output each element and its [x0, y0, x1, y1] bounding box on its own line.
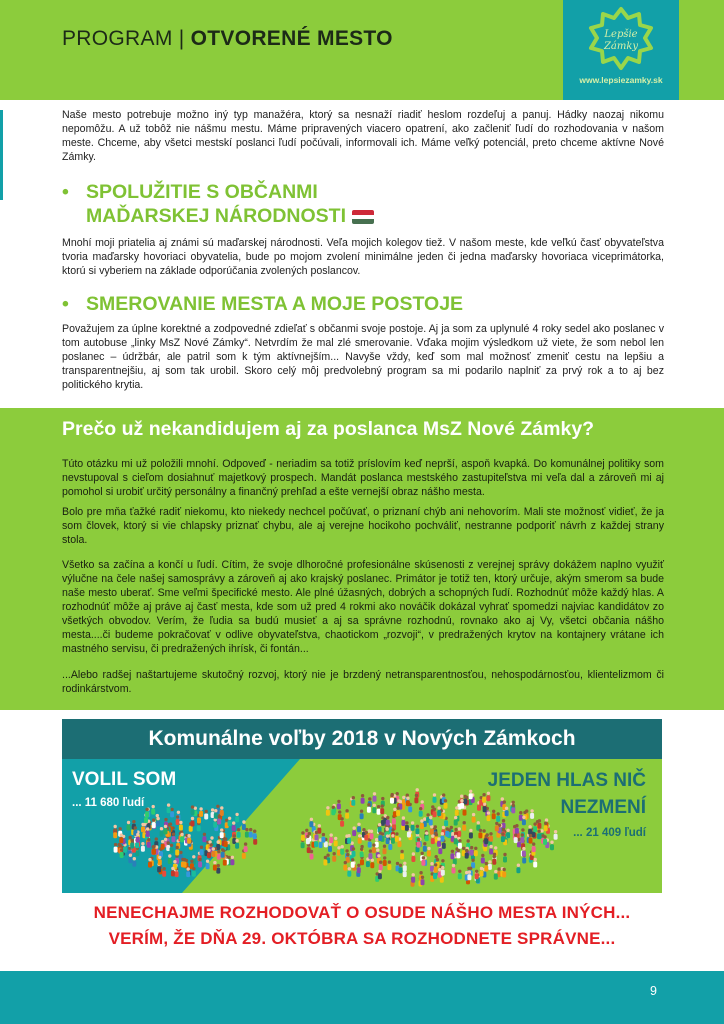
slogan-line-2: VERÍM, ŽE DŇA 29. OKTÓBRA SA ROZHODNETE SPRÁVNE... [108, 929, 616, 948]
small-crowd-icon [113, 803, 257, 877]
section-heading-text: SMEROVANIE MESTA A MOJE POSTOJE [86, 293, 464, 315]
why-paragraph-1: Túto otázku mi už položili mnohí. Odpoveď - neriadim sa totiž príslovím keď neprší, aspoň kvapká. Do komunálnej politiky som nevstupoval s cieľom dosiahnuť majetkový prospech. Mandát poslanca mestského zastupiteľstva mi veľa dal a zároveň mi aj pomohol si urobiť určitý personálny a finančný prehľad a ešte vernejší obraz nášho mesta. [62, 458, 664, 498]
coexistence-paragraph: Mnohí moji priatelia aj známi sú maďarskej národnosti. Veľa mojich kolegov tiež. V našom meste, kde veľkú časť obyvateľstva tvoria maďarsky hovoriaci obyvatelia, bude po mojom zvolení minimálne jeden či jedna maďarsky hovoriaca viceprimátorka, ktorú si vyberiem na základe odporúčania zvolených poslancov. [62, 237, 664, 277]
bullet-icon: • [62, 181, 69, 203]
why-heading: Prečo už nekandidujem aj za poslanca MsZ Nové Zámky? [62, 418, 595, 440]
no-matter-line1: JEDEN HLAS NIČ [487, 770, 646, 791]
page-title [62, 27, 393, 51]
voted-count: ... 11 680 ľudí [72, 797, 145, 809]
section-name: PROGRAM [62, 27, 173, 50]
page-number: 9 [650, 984, 657, 998]
title-separator: | [172, 27, 191, 50]
bullet-icon: • [62, 293, 69, 315]
voted-label: VOLIL SOM [72, 769, 177, 790]
no-matter-label [446, 767, 646, 821]
why-paragraph-3: Všetko sa začína a končí u ľudí. Cítim, že svoje dlhoročné profesionálne skúsenosti z verejnej správy dokážem naplno využiť výlučne na čele našej samosprávy a zároveň aj ako krajský poslanec. Primátor je totiž ten, ktorý určuje, akým smerom sa bude naše mesto uberať. Sme veľmi špecifické mesto. Ale plné úžasných, dobrých a schopných ľudí. Rozhodnúť môže každý hlas. A rozhodnúť môže aj práve aj časť mesta, kde som už pred 4 rokmi ako nováčik dokázal vyhrať spomedzi najviac kandidátov zo všetkých obvodov. Verím, že ľudia sa budú musieť a aj sa správne rozhodnú, rovnako ako aj Vy, všetci občania nášho mesta....či budeme pokračovať v odlive obyvateľstva, chaotickom „rozvoji“, v predražených krytov na kontajnery vrátane ich mastného servisu, či predražených ihrísk, či fontán... [62, 559, 664, 655]
section-heading-line1: SPOLUŽITIE S OBČANMI [86, 181, 318, 203]
why-paragraph-2: Bolo pre mňa ťažké radiť niekomu, kto niekedy nechcel počúvať, o priznaní chýb ani nehovorím. Mali ste možnosť vidieť, že ja som človek, ktorý si vie chlapsky priznať chybu, ale aj verejne hocikoho pochváliť, nestranne podporiť návrh z každej strany stola. [62, 506, 664, 546]
section-heading-direction [62, 292, 463, 316]
section-heading-coexistence [62, 180, 374, 228]
no-matter-line2: NEZMENÍ [560, 797, 646, 818]
logo [563, 0, 679, 100]
direction-paragraph: Považujem za úplne korektné a zodpovedné zdieľať s občanmi svoje postoje. Aj ja som za uplynulé 4 roky sedel ako poslanec v tom autobuse „linky MsZ Nové Zámky“. Netvrdím že mal zlé smerovanie. Vďaka mojim výsledkom už viete, že som nebol len poslanec – údržbár, ale patril som k tým aktívnejším... Navyše vždy, keď som mal možnosť zmeniť cestu na lepšiu a transparentnejšiu, aj som tak urobil. Skoro celý môj predvolebný program sa mi podarilo naplniť za prvý rok a to aj bez politického krytia. [62, 323, 664, 391]
gear-logo-icon [585, 6, 657, 72]
hungarian-flag-icon [352, 210, 374, 224]
section-title: OTVORENÉ MESTO [190, 27, 393, 50]
page-footer [0, 971, 724, 1024]
logo-text-line1: Lepšie [604, 29, 638, 40]
logo-text-line2: Zámky [603, 41, 639, 52]
section-heading-line2: MAĎARSKEJ NÁRODNOSTI [86, 205, 347, 227]
slogan-line-1: NENECHAJME ROZHODOVAŤ O OSUDE NÁŠHO MESTA INÝCH... [93, 903, 631, 922]
logo-url[interactable]: www.lepsiezamky.sk [579, 75, 663, 85]
election-banner [62, 719, 662, 893]
side-accent-line [0, 110, 3, 200]
no-matter-count: ... 21 409 ľudí [573, 827, 646, 839]
intro-paragraph: Naše mesto potrebuje možno iný typ manažéra, ktorý sa nesnaží riadiť heslom rozdeľuj a panuj. Hádky naozaj nikomu nepomôžu. A už tobôž nie nášmu mestu. Máme pripravených viacero opatrení, ako začleniť ľudí do rozhodovania v našom meste. Chceme, aby všetci mestskí poslanci ľudí počúvali, informovali ich. Máme veľký potenciál, preto chceme aktívne Nové Zámky. [62, 109, 664, 163]
why-paragraph-4: ...Alebo radšej naštartujeme skutočný rozvoj, ktorý nie je brzdený netransparentnosťou, nehospodárnosťou, klientelizmom či rodinkárstvom. [62, 669, 664, 695]
banner-title: Komunálne voľby 2018 v Nových Zámkoch [148, 727, 576, 750]
